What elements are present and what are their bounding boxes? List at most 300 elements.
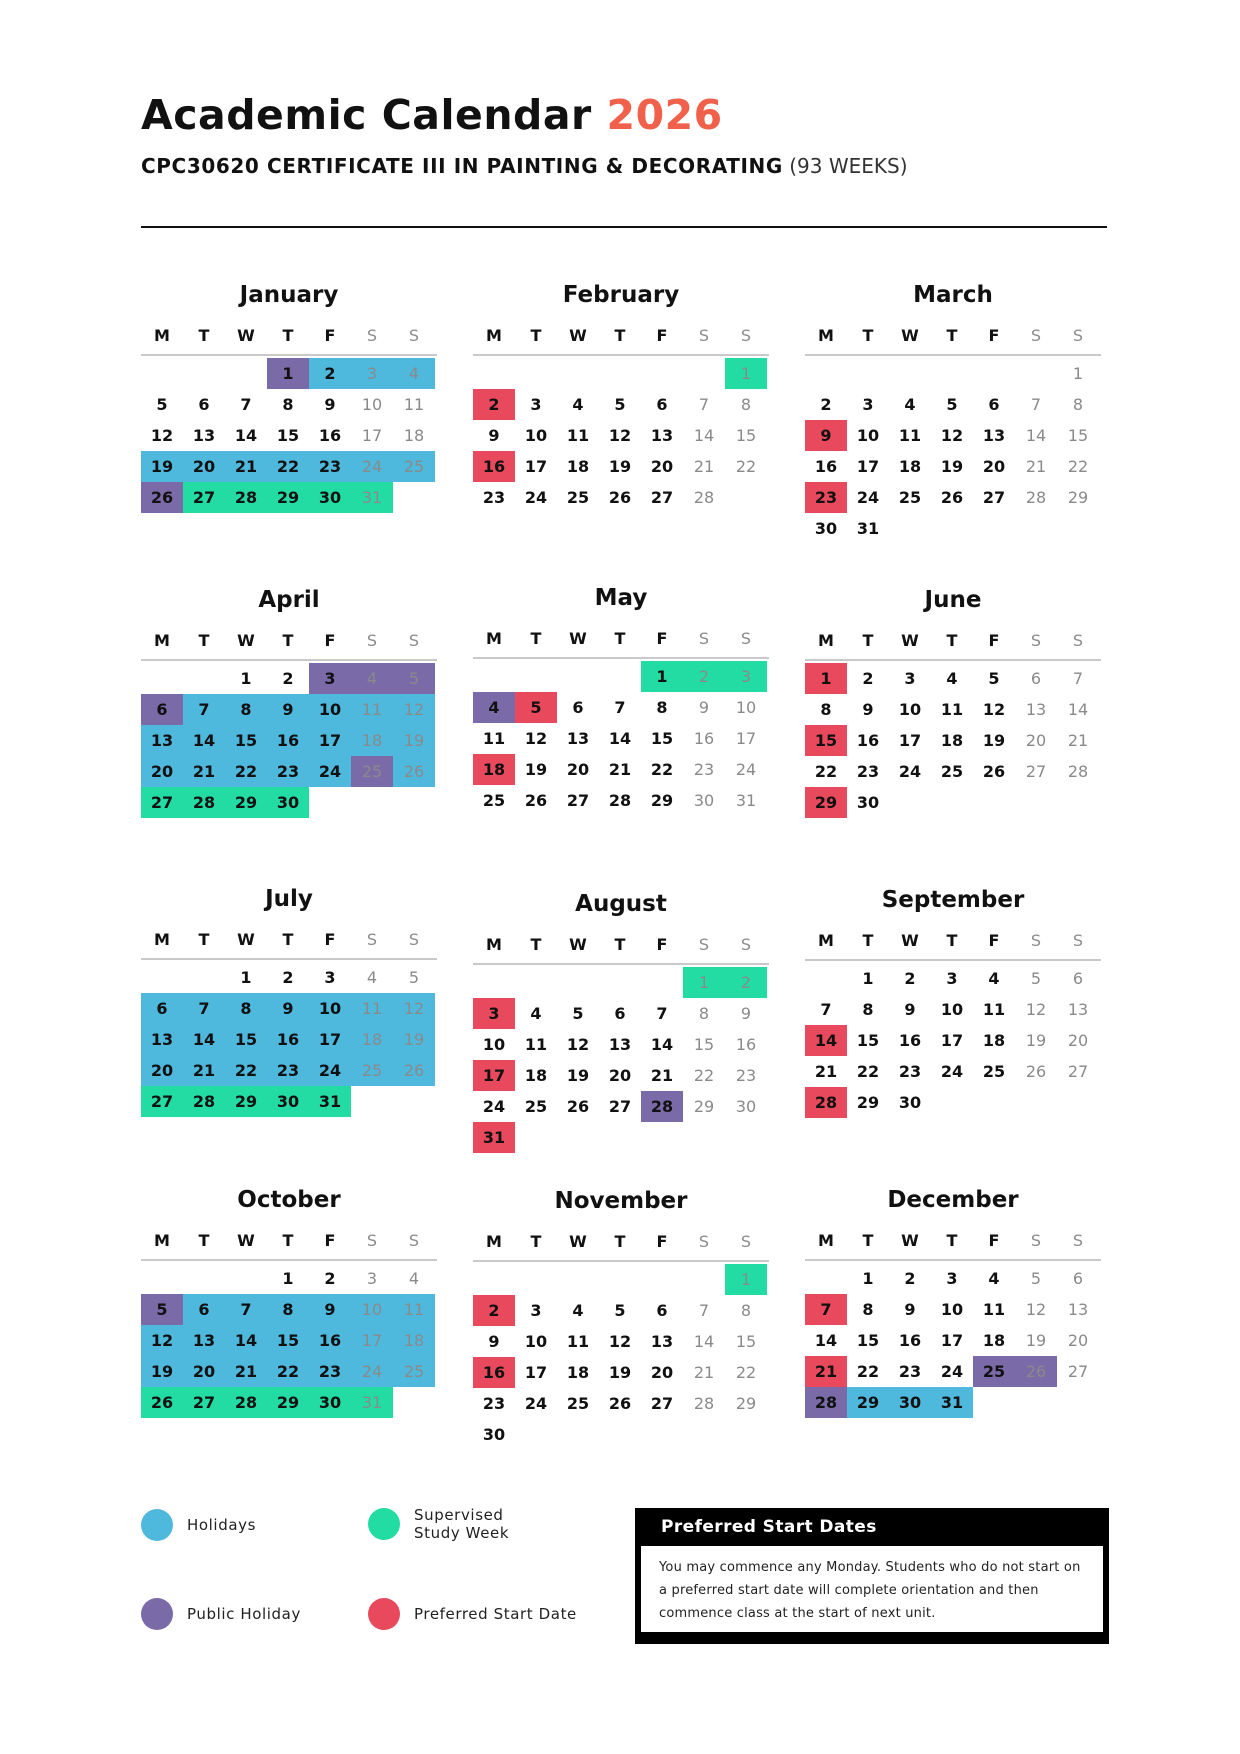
weekday-header: W	[901, 1231, 919, 1250]
weekday-header: W	[569, 326, 587, 345]
day-cell: 17	[361, 426, 383, 445]
day-cell: 26	[393, 1055, 435, 1086]
day-cell: 20	[650, 457, 674, 476]
weekday-header: S	[408, 1231, 420, 1250]
day-cell: 6	[988, 395, 1000, 414]
day-cell: 18	[982, 1031, 1006, 1050]
month-name: September	[881, 887, 1025, 913]
weekday-header: F	[324, 930, 336, 949]
day-cell: 28	[225, 1387, 267, 1418]
day-cell: 26	[141, 1387, 183, 1418]
empty-cell	[473, 1264, 515, 1295]
weekday-header-row	[805, 631, 1101, 661]
empty-cell	[931, 358, 973, 389]
day-cell: 8	[225, 694, 267, 725]
day-cell: 10	[351, 1294, 393, 1325]
day-cell: 26	[566, 1097, 590, 1116]
day-cell: 22	[267, 451, 309, 482]
day-cell: 30	[309, 482, 351, 513]
weekday-header: S	[1072, 326, 1084, 345]
weekday-header: W	[237, 930, 255, 949]
day-cell: 22	[650, 760, 674, 779]
weekday-header-row	[141, 1231, 437, 1261]
day-cell: 6	[183, 1294, 225, 1325]
day-cell: 28	[1067, 762, 1089, 781]
weekday-header: S	[740, 326, 752, 345]
weekday-header: S	[1030, 931, 1042, 950]
day-cell: 1	[641, 661, 683, 692]
empty-cell	[183, 663, 225, 694]
day-cell: 1	[240, 669, 252, 688]
weekday-header: T	[946, 326, 958, 345]
weekday-header: W	[237, 1231, 255, 1250]
weekday-header: F	[988, 1231, 1000, 1250]
legend-holidays-label: Holidays	[187, 1516, 256, 1534]
day-cell: 31	[856, 519, 880, 538]
empty-cell	[473, 661, 515, 692]
day-cell: 29	[735, 1394, 757, 1413]
day-cell: 10	[309, 993, 351, 1024]
day-cell: 17	[473, 1060, 515, 1091]
day-cell: 22	[225, 1055, 267, 1086]
preferred-start-dot-icon	[368, 1598, 400, 1630]
day-cell: 25	[393, 1356, 435, 1387]
day-cell: 24	[351, 451, 393, 482]
weekday-header: F	[656, 629, 668, 648]
day-cell: 28	[641, 1091, 683, 1122]
day-cell: 7	[656, 1004, 668, 1023]
weekday-header-row	[473, 629, 769, 659]
day-cell: 6	[1072, 969, 1084, 988]
day-cell: 2	[904, 969, 916, 988]
day-cell: 30	[482, 1425, 506, 1444]
day-cell: 2	[820, 395, 832, 414]
day-cell: 14	[1067, 700, 1089, 719]
day-cell: 5	[1030, 969, 1042, 988]
day-cell: 14	[814, 1331, 838, 1350]
day-cell: 15	[856, 1331, 880, 1350]
day-cell: 1	[267, 358, 309, 389]
day-cell: 17	[856, 457, 880, 476]
day-cell: 11	[898, 426, 922, 445]
weekday-header: S	[740, 935, 752, 954]
weekday-header: F	[988, 931, 1000, 950]
weekday-header: W	[901, 631, 919, 650]
weekday-header: S	[1030, 1231, 1042, 1250]
day-cell: 17	[351, 1325, 393, 1356]
day-cell: 19	[566, 1066, 590, 1085]
weekday-header: T	[614, 1232, 626, 1251]
day-cell: 4	[904, 395, 916, 414]
weekday-header-row	[805, 1231, 1101, 1261]
day-cell: 4	[988, 1269, 1000, 1288]
day-grid	[141, 1263, 437, 1418]
day-cell: 19	[1025, 1031, 1047, 1050]
day-cell: 12	[608, 426, 632, 445]
day-cell: 18	[351, 725, 393, 756]
empty-cell	[805, 963, 847, 994]
day-cell: 8	[698, 1004, 710, 1023]
day-cell: 26	[608, 488, 632, 507]
day-cell: 8	[1072, 395, 1084, 414]
day-cell: 3	[904, 669, 916, 688]
day-cell: 23	[482, 1394, 506, 1413]
weekday-header: S	[740, 1232, 752, 1251]
day-cell: 23	[735, 1066, 757, 1085]
day-cell: 27	[141, 1086, 183, 1117]
day-cell: 17	[309, 1024, 351, 1055]
day-cell: 27	[1067, 1362, 1089, 1381]
day-cell: 6	[656, 1301, 668, 1320]
empty-cell	[599, 967, 641, 998]
day-cell: 4	[946, 669, 958, 688]
month-name: April	[258, 587, 320, 613]
day-cell: 15	[1067, 426, 1089, 445]
day-cell: 5	[572, 1004, 584, 1023]
month-name: August	[575, 891, 667, 917]
empty-cell	[847, 358, 889, 389]
day-cell: 6	[198, 395, 210, 414]
empty-cell	[141, 962, 183, 993]
day-cell: 20	[982, 457, 1006, 476]
day-grid	[805, 358, 1101, 544]
weekday-header: T	[862, 326, 874, 345]
empty-cell	[141, 1263, 183, 1294]
day-cell: 3	[309, 663, 351, 694]
legend-holidays	[141, 1509, 256, 1541]
day-cell: 19	[141, 451, 183, 482]
empty-cell	[805, 358, 847, 389]
day-cell: 11	[393, 1294, 435, 1325]
weekday-header: T	[530, 326, 542, 345]
weekday-header: T	[946, 631, 958, 650]
weekday-header: T	[282, 1231, 294, 1250]
day-cell: 29	[1067, 488, 1089, 507]
day-cell: 14	[183, 1024, 225, 1055]
day-cell: 10	[856, 426, 880, 445]
day-cell: 9	[805, 420, 847, 451]
day-cell: 11	[403, 395, 425, 414]
day-grid	[141, 358, 437, 513]
weekday-header-row	[805, 931, 1101, 961]
month-name: November	[554, 1188, 688, 1214]
month-name: January	[239, 282, 339, 308]
day-cell: 8	[862, 1000, 874, 1019]
weekday-header: T	[862, 1231, 874, 1250]
weekday-header-row	[473, 326, 769, 356]
day-cell: 27	[183, 482, 225, 513]
day-cell: 10	[524, 1332, 548, 1351]
day-cell: 25	[482, 791, 506, 810]
day-cell: 23	[693, 760, 715, 779]
day-cell: 25	[351, 1055, 393, 1086]
day-cell: 18	[566, 1363, 590, 1382]
day-cell: 29	[225, 1086, 267, 1117]
day-cell: 21	[225, 451, 267, 482]
month-july	[141, 885, 437, 1117]
day-cell: 1	[862, 969, 874, 988]
day-cell: 4	[366, 968, 378, 987]
day-cell: 7	[698, 1301, 710, 1320]
day-cell: 24	[524, 488, 548, 507]
weekday-header: S	[698, 629, 710, 648]
day-grid	[473, 1264, 769, 1450]
day-cell: 27	[650, 1394, 674, 1413]
day-cell: 28	[805, 1387, 847, 1418]
day-cell: 2	[725, 967, 767, 998]
day-cell: 8	[282, 395, 294, 414]
day-cell: 27	[183, 1387, 225, 1418]
weekday-header: S	[1072, 1231, 1084, 1250]
legend-public-holiday-label: Public Holiday	[187, 1605, 301, 1623]
day-cell: 29	[693, 1097, 715, 1116]
weekday-header: S	[698, 935, 710, 954]
day-cell: 17	[524, 1363, 548, 1382]
empty-cell	[515, 967, 557, 998]
month-name: July	[265, 886, 313, 912]
weekday-header: W	[237, 631, 255, 650]
weekday-header-row	[473, 1232, 769, 1262]
day-cell: 27	[650, 488, 674, 507]
day-cell: 13	[1067, 1300, 1089, 1319]
empty-cell	[515, 358, 557, 389]
day-cell: 28	[225, 482, 267, 513]
day-cell: 27	[1025, 762, 1047, 781]
day-cell: 22	[814, 762, 838, 781]
day-grid	[805, 1263, 1101, 1418]
day-cell: 2	[473, 1295, 515, 1326]
day-grid	[473, 358, 769, 513]
day-cell: 9	[309, 1294, 351, 1325]
day-cell: 25	[566, 488, 590, 507]
day-cell: 1	[683, 967, 725, 998]
day-cell: 10	[309, 694, 351, 725]
weekday-header: F	[656, 326, 668, 345]
day-cell: 9	[267, 694, 309, 725]
day-cell: 10	[898, 700, 922, 719]
weekday-header: T	[862, 631, 874, 650]
day-cell: 14	[650, 1035, 674, 1054]
weekday-header: M	[818, 1231, 834, 1250]
day-cell: 20	[141, 756, 183, 787]
day-cell: 12	[393, 993, 435, 1024]
day-cell: 23	[482, 488, 506, 507]
day-cell: 11	[940, 700, 964, 719]
day-cell: 19	[982, 731, 1006, 750]
day-cell: 24	[735, 760, 757, 779]
weekday-header: S	[408, 631, 420, 650]
month-january	[141, 281, 437, 513]
day-cell: 19	[393, 725, 435, 756]
empty-cell	[183, 1263, 225, 1294]
day-cell: 20	[1067, 1331, 1089, 1350]
month-june	[805, 586, 1101, 818]
day-cell: 2	[309, 358, 351, 389]
day-cell: 16	[318, 426, 342, 445]
day-cell: 20	[183, 451, 225, 482]
weekday-header: T	[614, 326, 626, 345]
day-cell: 30	[814, 519, 838, 538]
day-cell: 29	[805, 787, 847, 818]
day-cell: 13	[982, 426, 1006, 445]
day-cell: 26	[982, 762, 1006, 781]
day-cell: 12	[940, 426, 964, 445]
day-cell: 15	[856, 1031, 880, 1050]
day-cell: 1	[240, 968, 252, 987]
day-cell: 10	[361, 395, 383, 414]
day-cell: 5	[988, 669, 1000, 688]
day-cell: 3	[324, 968, 336, 987]
weekday-header: F	[324, 326, 336, 345]
day-cell: 7	[225, 1294, 267, 1325]
empty-cell	[889, 358, 931, 389]
empty-cell	[683, 358, 725, 389]
day-cell: 1	[862, 1269, 874, 1288]
day-cell: 26	[141, 482, 183, 513]
day-cell: 23	[856, 762, 880, 781]
day-cell: 14	[805, 1025, 847, 1056]
empty-cell	[557, 1264, 599, 1295]
weekday-header: T	[530, 629, 542, 648]
day-cell: 21	[1067, 731, 1089, 750]
weekday-header-row	[141, 930, 437, 960]
day-cell: 21	[608, 760, 632, 779]
empty-cell	[183, 358, 225, 389]
day-cell: 28	[693, 488, 715, 507]
empty-cell	[141, 358, 183, 389]
weekday-header: W	[901, 326, 919, 345]
day-grid	[141, 663, 437, 818]
day-grid	[805, 663, 1101, 818]
day-cell: 13	[141, 1024, 183, 1055]
month-name: October	[237, 1187, 341, 1213]
legend-supervised-study-label: Supervised Study Week	[414, 1506, 510, 1542]
day-cell: 3	[946, 969, 958, 988]
day-cell: 27	[566, 791, 590, 810]
preferred-start-dates-title: Preferred Start Dates	[661, 1517, 877, 1537]
weekday-header: M	[818, 631, 834, 650]
day-cell: 30	[267, 787, 309, 818]
day-cell: 14	[693, 426, 715, 445]
day-cell: 7	[240, 395, 252, 414]
supervised-study-dot-icon	[368, 1508, 400, 1540]
weekday-header: F	[656, 1232, 668, 1251]
day-cell: 6	[1072, 1269, 1084, 1288]
empty-cell	[515, 661, 557, 692]
day-cell: 13	[566, 729, 590, 748]
day-cell: 9	[324, 395, 336, 414]
day-cell: 25	[566, 1394, 590, 1413]
day-cell: 12	[566, 1035, 590, 1054]
weekday-header: S	[408, 930, 420, 949]
preferred-start-dates-text: You may commence any Monday. Students who do not start on a preferred start date will complete orientation and then commence class at the start of next unit.	[641, 1546, 1103, 1632]
day-cell: 4	[473, 692, 515, 723]
day-cell: 13	[1067, 1000, 1089, 1019]
day-cell: 24	[940, 1362, 964, 1381]
day-cell: 3	[530, 395, 542, 414]
weekday-header: F	[988, 631, 1000, 650]
day-cell: 24	[309, 756, 351, 787]
day-cell: 30	[889, 1387, 931, 1418]
empty-cell	[973, 358, 1015, 389]
day-cell: 19	[393, 1024, 435, 1055]
day-cell: 5	[393, 663, 435, 694]
empty-cell	[599, 661, 641, 692]
day-cell: 6	[614, 1004, 626, 1023]
day-cell: 18	[898, 457, 922, 476]
month-name: May	[594, 585, 648, 611]
day-cell: 11	[566, 1332, 590, 1351]
day-cell: 25	[524, 1097, 548, 1116]
day-cell: 26	[524, 791, 548, 810]
day-cell: 11	[982, 1000, 1006, 1019]
day-cell: 31	[309, 1086, 351, 1117]
day-cell: 11	[351, 993, 393, 1024]
day-cell: 11	[566, 426, 590, 445]
day-cell: 5	[946, 395, 958, 414]
day-cell: 3	[473, 998, 515, 1029]
day-cell: 4	[572, 1301, 584, 1320]
day-cell: 26	[608, 1394, 632, 1413]
day-cell: 13	[141, 725, 183, 756]
day-cell: 29	[225, 787, 267, 818]
day-cell: 5	[614, 1301, 626, 1320]
empty-cell	[183, 962, 225, 993]
weekday-header: T	[198, 631, 210, 650]
weekday-header: S	[366, 326, 378, 345]
day-cell: 13	[1025, 700, 1047, 719]
month-september	[805, 886, 1101, 1118]
day-cell: 23	[309, 451, 351, 482]
day-cell: 30	[693, 791, 715, 810]
day-cell: 21	[650, 1066, 674, 1085]
day-cell: 7	[183, 993, 225, 1024]
day-cell: 20	[566, 760, 590, 779]
day-cell: 1	[805, 663, 847, 694]
day-cell: 20	[141, 1055, 183, 1086]
day-cell: 11	[482, 729, 506, 748]
day-cell: 8	[225, 993, 267, 1024]
month-october	[141, 1186, 437, 1418]
day-cell: 9	[488, 1332, 500, 1351]
page-title	[141, 91, 723, 139]
day-cell: 8	[740, 395, 752, 414]
day-cell: 14	[225, 1325, 267, 1356]
empty-cell	[1015, 358, 1057, 389]
preferred-start-dates-box	[635, 1508, 1109, 1644]
day-cell: 23	[898, 1062, 922, 1081]
weekday-header: M	[486, 1232, 502, 1251]
weekday-header-row	[473, 935, 769, 965]
weekday-header: F	[324, 631, 336, 650]
day-cell: 30	[898, 1093, 922, 1112]
day-cell: 7	[183, 694, 225, 725]
day-cell: 29	[267, 482, 309, 513]
day-grid	[473, 967, 769, 1153]
empty-cell	[641, 358, 683, 389]
empty-cell	[225, 1263, 267, 1294]
weekday-header: T	[282, 326, 294, 345]
day-cell: 24	[524, 1394, 548, 1413]
empty-cell	[141, 663, 183, 694]
weekday-header: M	[486, 326, 502, 345]
day-cell: 21	[693, 1363, 715, 1382]
day-cell: 23	[267, 756, 309, 787]
day-cell: 16	[856, 731, 880, 750]
day-cell: 18	[403, 426, 425, 445]
title-text: Academic Calendar	[141, 91, 592, 139]
day-cell: 14	[183, 725, 225, 756]
